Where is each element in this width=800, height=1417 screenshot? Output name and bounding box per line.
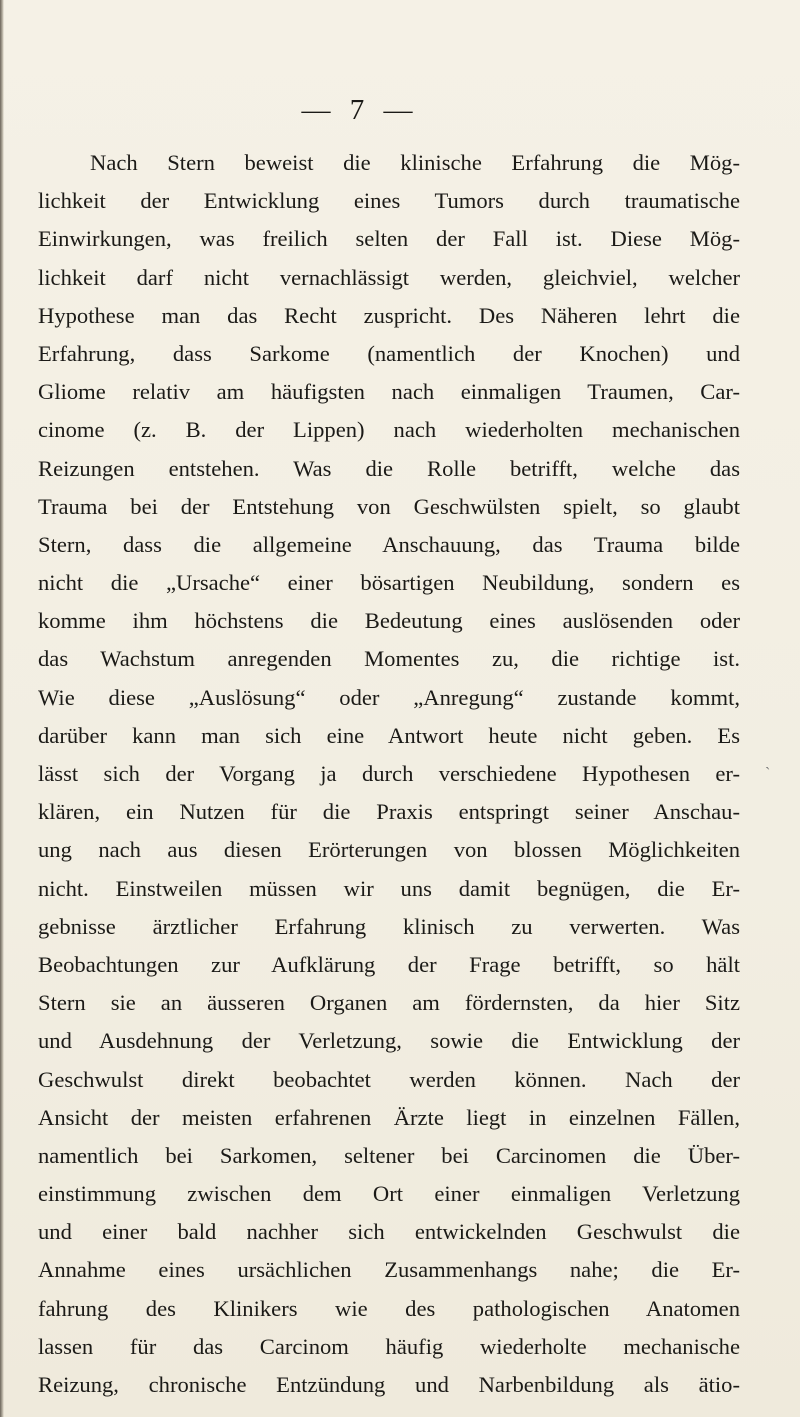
- text-line: fahrung des Klinikers wie des pathologischen Anatomen: [38, 1295, 740, 1321]
- text-line: Nach Stern beweist die klinische Erfahrung die Mög-: [90, 150, 740, 175]
- text-line: Wie diese „Auslösung“ oder „Anregung“ zustande kommt,: [38, 684, 740, 710]
- text-line: lassen für das Carcinom häufig wiederholte mechanische: [38, 1333, 740, 1359]
- text-line: das Wachstum anregenden Momentes zu, die richtige ist.: [38, 646, 740, 672]
- text-line: komme ihm höchstens die Bedeutung eines auslösenden oder: [38, 608, 740, 634]
- text-line: Ansicht der meisten erfahrenen Ärzte liegt in einzelnen Fällen,: [38, 1104, 740, 1130]
- text-line: Erfahrung, dass Sarkome (namentlich der Knochen) und: [38, 340, 740, 366]
- text-line: nicht die „Ursache“ einer bösartigen Neubildung, sondern es: [38, 570, 740, 596]
- text-line: nicht. Einstweilen müssen wir uns damit begnügen, die Er-: [38, 875, 740, 901]
- margin-mark: ˏ: [765, 753, 771, 770]
- text-line: einstimmung zwischen dem Ort einer einmaligen Verletzung: [38, 1181, 740, 1207]
- text-line: Beobachtungen zur Aufklärung der Frage betrifft, so hält: [38, 951, 740, 977]
- text-line: lässt sich der Vorgang ja durch verschiedene Hypothesen er-: [38, 761, 740, 786]
- text-line: Hypothese man das Recht zuspricht. Des Näheren lehrt die: [38, 302, 740, 328]
- text-line: Stern, dass die allgemeine Anschauung, das Trauma bilde: [38, 531, 740, 557]
- text-line: namentlich bei Sarkomen, seltener bei Carcinomen die Über-: [38, 1142, 740, 1168]
- text-line: lichkeit der Entwicklung eines Tumors durch traumatische: [38, 188, 740, 214]
- text-line: und einer bald nachher sich entwickelnden Geschwulst die: [38, 1219, 740, 1245]
- text-line: Trauma bei der Entstehung von Geschwülsten spielt, so glaubt: [38, 493, 740, 519]
- text-line: und Ausdehnung der Verletzung, sowie die Entwicklung der: [38, 1028, 740, 1054]
- page-edge-shadow: [0, 0, 4, 1417]
- text-line: ung nach aus diesen Erörterungen von blossen Möglichkeiten: [38, 837, 740, 863]
- text-line: Stern sie an äusseren Organen am fördernsten, da hier Sitz: [38, 990, 740, 1016]
- text-line: Reizung, chronische Entzündung und Narbenbildung als ätio-: [38, 1372, 740, 1397]
- text-line: Reizungen entstehen. Was die Rolle betrifft, welche das: [38, 455, 740, 481]
- text-line: Geschwulst direkt beobachtet werden können. Nach der: [38, 1066, 740, 1092]
- text-line: gebnisse ärztlicher Erfahrung klinisch zu verwerten. Was: [38, 913, 740, 939]
- text-line: klären, ein Nutzen für die Praxis entspringt seiner Anschau-: [38, 799, 740, 825]
- page-number: — 7 —: [301, 94, 419, 126]
- text-line: Gliome relativ am häufigsten nach einmaligen Traumen, Car-: [38, 379, 740, 405]
- body-text: [38, 144, 740, 1404]
- text-line: cinome (z. B. der Lippen) nach wiederholten mechanischen: [38, 417, 740, 443]
- text-line: lichkeit darf nicht vernachlässigt werden, gleichviel, welcher: [38, 264, 740, 290]
- text-line: Annahme eines ursächlichen Zusammenhangs nahe; die Er-: [38, 1257, 740, 1283]
- text-line: Einwirkungen, was freilich selten der Fall ist. Diese Mög-: [38, 226, 740, 252]
- text-line: darüber kann man sich eine Antwort heute nicht geben. Es: [38, 722, 740, 748]
